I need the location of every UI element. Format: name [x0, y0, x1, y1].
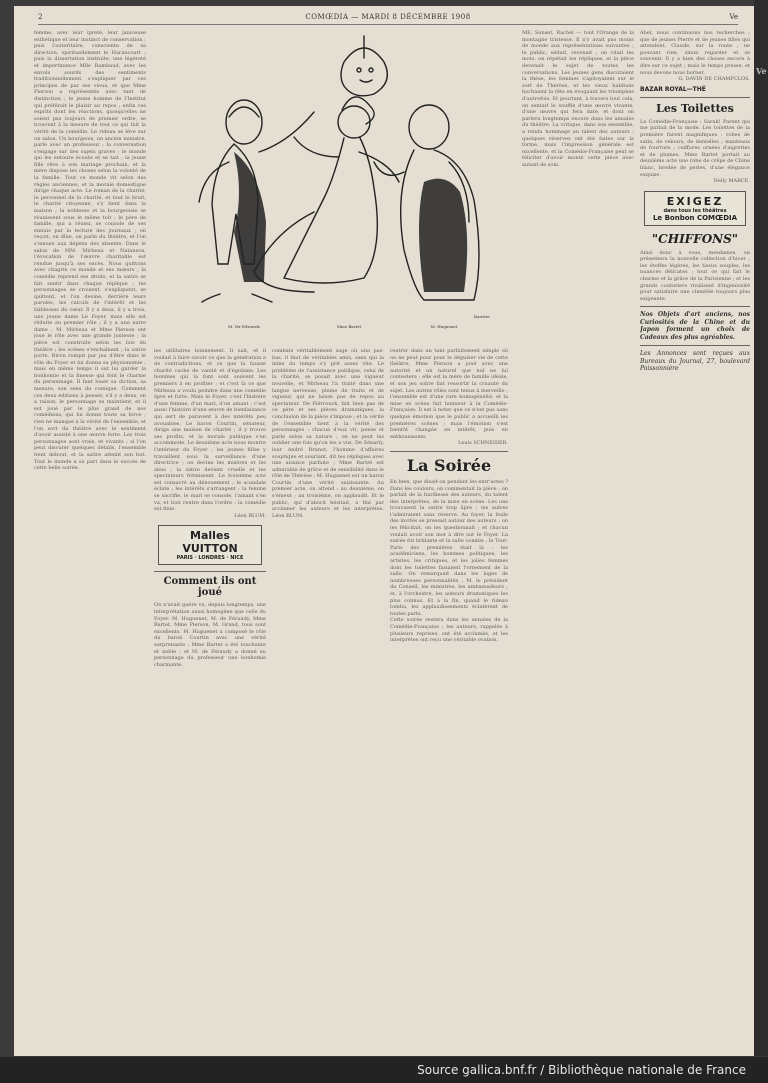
soiree-text: En bien, que disait-on pendant les entr'actes ? Dans les couloirs, on commentait la pièce ; on parlait de la hardiesse des auteurs, du talent des interprètes, de la mise en scène. Les uns trouvaient la satire trop âpre ; les autres l'admiraient sans réserve. Au foyer, la foule des invités se pressait autour des auteurs ; on les félicitait, on les questionnait ; et chacun voulait avoir son mot à dire sur le Foyer. La soirée fut brillante et la salle comble ; le Tout-Paris des premières était là : les académiciens, les hommes politiques, les artistes, les critiques, et les jolies femmes dont les toilettes faisaient l'ornement de la salle. On remarquait dans les loges de nombreuses personnalités ; M. le président du Conseil, les ministres, les ambassadeurs ; et, à l'orchestre, les auteurs dramatiques les plus connus. Et à la fin, quand le rideau tomba, les applaudissements éclatèrent de toutes parts.: [390, 478, 508, 617]
vuitton-ad-name: Malles VUITTON: [182, 529, 238, 556]
bonbon-label: Le Bonbon COMŒDIA: [652, 213, 738, 222]
comment-title: Comment ils ont joué: [163, 576, 257, 599]
gabin-signature: G. DAVIN DE CHAMPCLOS.: [678, 76, 750, 83]
soiree-title: La Soirée: [406, 455, 492, 475]
page-number: 2: [38, 13, 43, 21]
newspaper-page: [14, 6, 754, 1056]
exigez-label: EXIGEZ: [666, 194, 724, 208]
toilettes-title: Les Toilettes: [656, 101, 734, 115]
page-header: [38, 10, 738, 25]
toilettes-text: La Comédie-Française : Sarah! Parent qui me parlait de la mode. Les toilettes de la première furent magnifiques : robes de satin, de velours, de dentelles ; manteaux de fourrure ; coiffures ornées d'aigrettes et de plumes. Mme Bartet portait au deuxième acte une robe de crêpe de Chine blanc, brodée de perles, d'une élégance exquise.: [640, 118, 750, 178]
caption-right: M. Huguenet: [430, 324, 458, 329]
adjacent-page-label: Ve: [756, 66, 767, 76]
column-1: [34, 30, 146, 1048]
column-5-text: ME, Sunset, Rachel — tout l'Orange de la montagne tristesse. Il n'y avait pas moins de monde aux représentations suivantes ; le public, séduit, revenait ; on citait les mots, on répétait les répliques, et la pièce devenait le sujet de toutes les conversations. Les jeunes gens discutaient la thèse, les femmes s'apitoyaient sur le sort de Thérèse, et les vieux habitués hochaient la tête en évoquant les triomphes d'autrefois. Et pourtant, à travers tout cela, on sentait le souffle d'une œuvre vivante, d'une œuvre qui fera date, et dont on parlera longtemps encore dans les annales du théâtre. La critique, dans son ensemble, a rendu hommage au talent des auteurs ; quelques réserves ont été faites sur la forme, mais l'impression générale est excellente, et la Comédie-Française peut se féliciter d'avoir monté cette pièce avec autant de soin.: [522, 30, 634, 168]
annonces-notice: Les Annonces sont reçues aux Bureaux du Journal, 27, boulevard Poissonnière: [640, 350, 750, 373]
source-credit: Source gallica.bnf.fr / Bibliothèque nationale de France: [417, 1063, 746, 1077]
column-5: [522, 30, 634, 1048]
column-1-text: femme, avec leur ipreté, leur janiceuse esthétique et leur instinct de conservation : puis l'autoritaire, consciente de sa direction, spirituellement le Haraucourt ; puis la dissertation instruite, une légèreté et impertinence Mlle Rambaud, avec les envols sourds des sentiments traditionnellement s'expliquer par ces principes de par ses vieux, et que Mme Pierson a représentée avec tant de distinction ; le jeune homme de l'Institut qui préférait le plaisir au repos ; enfin ces esprits dont les réactions, quoiqu'elles ne soient pas toujours de premier ordre, se trouvent à la mesure de tout ce qui fait la vérité de la comédie. Le rideau se lève sur un salon. Un bourgeois, un ancien ministre, parle avec un professeur ; la conversation s'engage sur des sujets graves ; le monde qui les entoure écoute et se tait ; la jeune fille rêve à son mariage prochain, et la mère dispose les choses selon la volonté de la famille. Tout ce monde vit selon des règles anciennes, et la morale domestique dirige chaque acte. Le roman de la charité, le personnel de la charité, et tout le bruit, le charité citoyenne, s'y tient dans la maison ; la noblesse et la bourgeoisie se réunissent sous le même toit ; le père de famille, qui a réussi, se console de ses ennuis par la lecture des journaux ; on reçoit, on dîne, on parle du théâtre, et l'on s'amuse aux dépens des absents. Dans le salon de MM. Mirbeau et Natanson, l'évocation de l'œuvre charitable est rendue jusqu'à ses excès. Nous quittons avec chagrin ce monde et ses mœurs ; la comédie reprend ses droits, et la satire se fait sentir dans chaque réplique ; les personnages se croisent, s'expliquent, se quittent, et l'on devine, derrière leurs paroles, les calculs de l'intérêt et les faiblesses du cœur. Il y a deux, il y a trois, une jeune dame Le Foyer, mais elle est réduite au premier rôle ; il y a une autre dame ; M. Mirbeau et Mme Pierson ont joué le rôle avec une grande justesse ; la pièce est construite selon les lois du théâtre ; les scènes s'enchaînent ; la satire porte. Biron rompit par jeu d'être dans le rôle du Foyer et lui donna sa physionomie ; mais en même temps il sut lui garder la bonhomie et la finesse qui font le charme du personnage. Il faut louer sa diction, sa mesure, son sens du comique. Comment ces deux éditions à penser, s'il y a deux, on a raison, le personnage se maintient, et il est joué par le plus grand de nos comédiens, qui lui donne toute sa force ; rien ne manque à la vérité de l'ensemble, et l'on sort du théâtre avec le sentiment d'avoir assisté à une œuvre forte. Les trois personnages sont vrais, et vivants ; si l'on peut discuter quelques détails, l'ensemble tient debout, et la satire atteint son but. Tout le monde a sa part dans le succès de cette belle soirée.: [34, 30, 146, 472]
toilettes-signature: Nelly MARCE.: [713, 178, 750, 185]
chiffons-title: "CHIFFONS": [651, 231, 739, 246]
column-2-text: les utilitaires bonnement. Il sait, et il voulait à faire savoir ce que la génération a de contradictions, et ce que la fausse charité cache de vanité et d'égoïsme. Les hommes qui la font sont souvent les premiers à en profiter ; et c'est là ce que Mirbeau a voulu peindre dans une comédie âpre et forte. Mais le Foyer, c'est l'histoire d'une femme, d'un mari, d'un amant ; c'est aussi l'histoire d'une œuvre de bienfaisance qui sert de paravent à des intérêts peu avouables. Le baron Courtin, sénateur, dirige une maison de charité ; il y trouve ses profits, et la morale publique s'en accommode. Le deuxième acte nous montre l'intérieur du Foyer ; les jeunes filles y travaillent sous la surveillance d'une directrice ; on devine les misères et les abus ; la satire devient cruelle et les spectateurs frémissent. Le troisième acte est consacré au dénouement ; le scandale éclate ; les intérêts s'arrangent ; la femme se sacrifie, le mari se console, l'amant s'en va, et tout rentre dans l'ordre : la comédie est finie.: [154, 348, 266, 513]
column-6: [640, 30, 750, 1048]
source-footer: [0, 1057, 768, 1083]
adjacent-page-strip: [754, 0, 768, 1056]
comment-text: On n'avait guère vu, depuis longtemps, une interprétation aussi homogène que celle du Foyer. M. Huguenet, M. de Féraudy, Mme Bartet, Mme Pierson, M. Grand, tous sont excellents. M. Huguenet a composé le rôle du baron Courtin avec une vérité surprenante ; Mme Bartet a été touchante et noble ; et M. de Féraudy a donné au personnage du professeur une bonhomie charmante.: [154, 602, 266, 668]
bazar-royal-ad: BAZAR ROYAL—THÉ: [640, 85, 706, 93]
objets-art-ad: Nos Objets d'art anciens, nos Curiosités de la Chine et du Japon forment un choix de Cadeaux des plus agréables.: [640, 311, 750, 341]
caricature-illustration: [174, 32, 524, 342]
column-4: [390, 348, 508, 1048]
exigez-ad: [644, 191, 746, 226]
column-2-signature: Léon BLUM.: [234, 512, 266, 519]
column-3-text: combats véritablement sage où une pas-bas, il faut de véritables amis, sans qui la mine du temps s'y prit assez vite. Le problème de l'assistance publique, celui de la charité, se posait avec une vigueur nouvelle, et Mirbeau l'a traité dans une langue nerveuse, pleine de traits et de vigueur, qui ne laisse pas de repos au spectateur. De Piérrouck, fait bien pas de ce père et ses pièces dramatiques, la conclusion de la pièce s'impose ; et la vérité de l'ensemble tient à la vérité des personnages : chacun d'eux vit, pense et parle selon sa nature ; on ne peut les oublier une fois qu'on les a vus. De Sénarly, leur André Brunot, l'homme d'affaires sceptique et souriant, dit les répliques avec une aisance parfaite ; Mme Bartet est admirable de grâce et de sensibilité dans le rôle de Thérèse ; M. Huguenet est un baron Courtin d'une vérité saisissante. Au premier acte, on attend : au deuxième, on s'émeut ; au troisième, on applaudit. Et le public, qui d'abord hésitait, a fini par acclamer les auteurs et les interprètes. Léon BLUM.: [272, 348, 384, 519]
header-edge-mark: Ve: [729, 13, 738, 21]
caption-left: M. Mr Edwards: [228, 324, 260, 329]
column-4-signature: Louis SCHNEIDER.: [458, 440, 508, 447]
column-4-bottom-text: Cette soirée restera dans les annales de la Comédie-Française ; les auteurs, rappelés à plusieurs reprises, ont été acclamés, et les interprètes ont reçu une véritable ovation.: [390, 617, 508, 644]
masthead: COMŒDIA — MARDI 8 DÉCEMBRE 1908: [305, 13, 471, 21]
exigez-sub: dans tous les théâtres: [663, 207, 727, 214]
vuitton-ad-sub: PARIS · LONDRES · NICE: [176, 555, 244, 562]
column-6-text: Abel, nous continuons nos recherches ; que de jeunes Pierre et de jeunes filles qui attendent, Claude, sur la route ; ne pouvant rien, sinon regarder et se souvenir. Il y a bien des choses encore à dire sur ce sujet ; mais le temps presse, et nous devons nous borner.: [640, 30, 750, 76]
vuitton-ad: [158, 525, 262, 565]
caricature-drawing: [174, 32, 524, 342]
caption-center: Mme Bartet: [336, 324, 362, 329]
chiffons-text: Ainsi donc à vous, mesdames, on présentera la nouvelle collection d'hiver ; les étoffes légères, les tissus souples, les nuances délicates ; tout ce qui fait le charme et la grâce de la Parisienne ; et les grands couturiers rivalisent d'ingéniosité pour satisfaire une clientèle toujours plus exigeante.: [640, 249, 750, 302]
column-2: [154, 348, 266, 1048]
column-3: [272, 348, 384, 1048]
column-4-text: rentrer dans un tant parfaitement simple où on ne peut pour pour le déguiser vie de cette théâtre, Mme Pierson a joué avec une autorité et un naturel que nul ne lui contestera ; elle est la mère de famille idéale, et son jeu sobre fait ressortir la cruauté du sujet. Les autres rôles sont tenus à merveille ; l'ensemble est d'une rare homogénéité, et la mise en scène fait honneur à la Comédie-Française. Il est à noter que ce n'est pas sans quelque émotion que le public a accueilli les premières scènes ; mais l'émotion s'est bientôt changée en intérêt, puis en enthousiasme.: [390, 348, 508, 440]
artist-signature: Barrère: [474, 314, 490, 319]
